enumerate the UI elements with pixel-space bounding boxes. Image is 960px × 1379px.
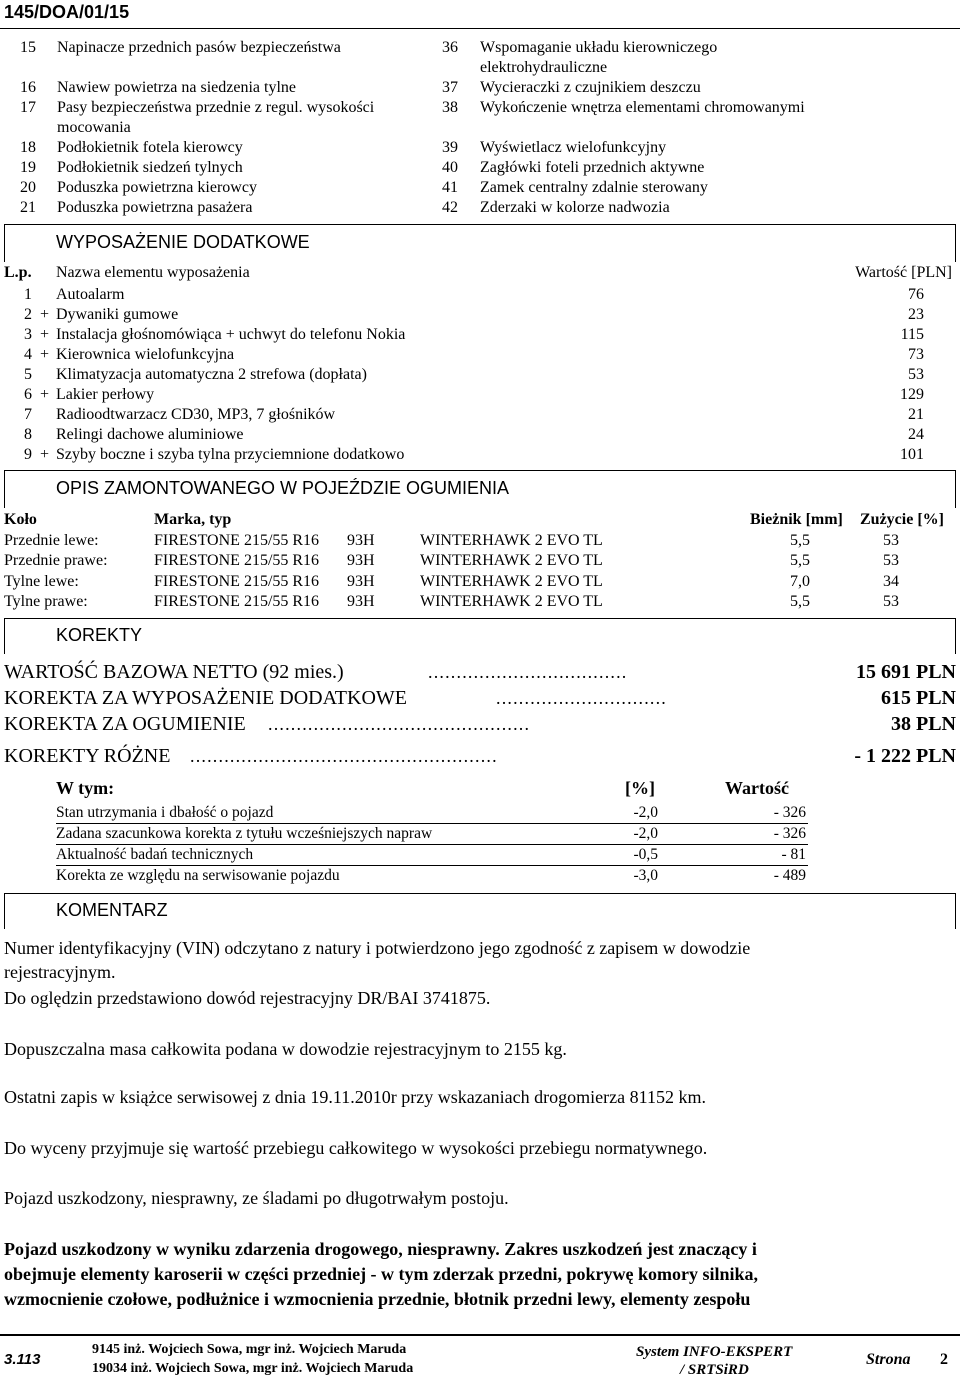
std-item-number: 15 [20, 39, 36, 56]
std-item-label: Poduszka powietrzna kierowcy [57, 179, 257, 196]
breakdown-value: - 489 [773, 867, 806, 884]
correction-leader: .............................. [496, 688, 667, 708]
std-item-number: 38 [442, 99, 458, 116]
std-item-label: Wycieraczki z czujnikiem deszczu [480, 79, 701, 96]
comment-text: Numer identyfikacyjny (VIN) odczytano z natury i potwierdzono jego zgodność z zapisem w dowodzie [4, 938, 751, 958]
section-title-corrections: KOREKTY [56, 625, 143, 645]
tyre-index: 93H [347, 532, 375, 549]
comment-text: Dopuszczalna masa całkowita podana w dowodzie rejestracyjnym to 2155 kg. [4, 1039, 567, 1059]
comment-text: Pojazd uszkodzony, niesprawny, ze śladami po długotrwałym postoju. [4, 1188, 509, 1208]
breakdown-pct: -3,0 [633, 867, 658, 884]
std-item-number: 21 [20, 199, 36, 216]
correction-leader: .............................................. [268, 714, 531, 734]
item-value: 23 [908, 306, 924, 323]
std-item-label: Podłokietnik fotela kierowcy [57, 139, 243, 156]
tyre-wheel: Tylne lewe: [4, 573, 79, 590]
item-number: 7 [24, 406, 32, 423]
tyre-model: WINTERHAWK 2 EVO TL [420, 593, 603, 610]
item-number: 3 [24, 326, 32, 343]
item-added-mark: + [40, 446, 50, 463]
item-added-mark: + [40, 386, 50, 403]
item-value: 73 [908, 346, 924, 363]
breakdown-divider [56, 823, 808, 824]
item-name: Lakier perłowy [56, 386, 155, 403]
std-item-number: 17 [20, 99, 36, 116]
item-value: 129 [900, 386, 924, 403]
correction-value: 38 PLN [891, 713, 956, 735]
breakdown-pct: -0,5 [633, 846, 658, 863]
std-item-label: Zagłówki foteli przednich aktywne [480, 159, 705, 176]
item-value: 115 [900, 326, 924, 343]
std-item-number: 18 [20, 139, 36, 156]
tyre-index: 93H [347, 552, 375, 569]
std-item-number: 16 [20, 79, 36, 96]
breakdown-value: - 81 [781, 846, 806, 863]
comment-text: Do oględzin przedstawiono dowód rejestracyjny DR/BAI 3741875. [4, 988, 491, 1008]
std-item-label: Wspomaganie układu kierowniczego [480, 39, 718, 56]
std-item-number: 37 [442, 79, 458, 96]
breakdown-label: Korekta ze względu na serwisowanie pojazdu [56, 867, 340, 884]
item-value: 24 [908, 426, 924, 443]
comment-bold-text: obejmuje elementy karoserii w części przedniej - w tym zderzak przedni, pokrywę komory silnika, [4, 1264, 759, 1284]
breakdown-col-value: Wartość [725, 778, 789, 798]
item-number: 4 [24, 346, 32, 363]
tyre-index: 93H [347, 573, 375, 590]
item-name: Szyby boczne i szyba tylna przyciemnione dodatkowo [56, 446, 405, 463]
correction-value: 15 691 PLN [856, 661, 956, 683]
item-value: 101 [900, 446, 924, 463]
item-name: Relingi dachowe aluminiowe [56, 426, 244, 443]
std-item-label: Wykończenie wnętrza elementami chromowanymi [480, 99, 805, 116]
col-header-lp: L.p. [4, 264, 32, 281]
tyre-tread: 5,5 [790, 532, 810, 549]
section-box-corrections [4, 618, 956, 654]
footer-author-1: 9145 inż. Wojciech Sowa, mgr inż. Wojciech Maruda [92, 1342, 407, 1357]
std-item-label: Zamek centralny zdalnie sterowany [480, 179, 708, 196]
breakdown-label: Aktualność badań technicznych [56, 846, 254, 863]
footer-page-label: Strona [866, 1351, 911, 1368]
tyre-wear: 53 [883, 593, 899, 610]
std-item-label: Podłokietnik siedzeń tylnych [57, 159, 243, 176]
col-header-brand: Marka, typ [154, 511, 232, 528]
tyre-tread: 7,0 [790, 573, 810, 590]
breakdown-pct: -2,0 [633, 804, 658, 821]
tyre-wear: 34 [883, 573, 899, 590]
col-header-wear: Zużycie [%] [860, 511, 944, 528]
tyre-wheel: Tylne prawe: [4, 593, 88, 610]
tyre-brand: FIRESTONE 215/55 R16 [154, 593, 320, 610]
item-added-mark: + [40, 346, 50, 363]
item-name: Radioodtwarzacz CD30, MP3, 7 głośników [56, 406, 336, 423]
item-value: 76 [908, 286, 924, 303]
correction-label: KOREKTY RÓŻNE [4, 745, 171, 767]
std-item-label: Napinacze przednich pasów bezpieczeństwa [57, 39, 341, 56]
item-number: 6 [24, 386, 32, 403]
col-header-value: Wartość [PLN] [855, 264, 952, 281]
breakdown-value: - 326 [773, 825, 806, 842]
item-value: 53 [908, 366, 924, 383]
breakdown-col-pct: [%] [625, 778, 655, 798]
footer-system-sub: / SRTSiRD [680, 1362, 749, 1378]
section-title-comments: KOMENTARZ [56, 900, 168, 920]
correction-label: WARTOŚĆ BAZOWA NETTO (92 mies.) [4, 661, 344, 683]
item-number: 9 [24, 446, 32, 463]
std-item-number: 40 [442, 159, 458, 176]
correction-value: 615 PLN [881, 687, 956, 709]
item-name: Instalacja głośnomówiąca + uchwyt do telefonu Nokia [56, 326, 406, 343]
item-added-mark: + [40, 306, 50, 323]
breakdown-label: Stan utrzymania i dbałość o pojazd [56, 804, 274, 821]
comment-text: Ostatni zapis w książce serwisowej z dnia 19.11.2010r przy wskazaniach drogomierza 81152 km. [4, 1087, 706, 1107]
footer-page-number: 2 [940, 1351, 948, 1368]
footer-version: 3.113 [4, 1351, 41, 1368]
breakdown-pct: -2,0 [633, 825, 658, 842]
tyre-wheel: Przednie prawe: [4, 552, 108, 569]
comment-text: Do wyceny przyjmuje się wartość przebiegu całkowitego w wysokości przebiegu normatywnego. [4, 1138, 708, 1158]
std-item-label: Poduszka powietrzna pasażera [57, 199, 253, 216]
footer-system: System INFO-EKSPERT [636, 1344, 793, 1360]
document-id: 145/DOA/01/15 [4, 2, 130, 22]
correction-label: KOREKTA ZA WYPOSAŻENIE DODATKOWE [4, 687, 407, 709]
comment-bold-text: wzmocnienie czołowe, podłużnice i wzmocnienia przednie, błotnik przedni lewy, elementy zespołu [4, 1289, 751, 1309]
footer-rule [0, 1334, 960, 1336]
std-item-number: 36 [442, 39, 458, 56]
breakdown-divider [56, 844, 808, 845]
std-item-label: Pasy bezpieczeństwa przednie z regul. wysokości [57, 99, 375, 116]
tyre-brand: FIRESTONE 215/55 R16 [154, 532, 320, 549]
tyre-index: 93H [347, 593, 375, 610]
tyre-wear: 53 [883, 532, 899, 549]
std-item-label-cont: mocowania [57, 119, 131, 136]
item-name: Autoalarm [56, 286, 125, 303]
section-title-tyres: OPIS ZAMONTOWANEGO W POJEŹDZIE OGUMIENIA [56, 478, 510, 498]
tyre-wear: 53 [883, 552, 899, 569]
col-header-tread: Bieżnik [mm] [750, 511, 843, 528]
footer-author-2: 19034 inż. Wojciech Sowa, mgr inż. Wojciech Maruda [92, 1361, 414, 1376]
std-item-number: 20 [20, 179, 36, 196]
item-name: Klimatyzacja automatyczna 2 strefowa (dopłata) [56, 366, 367, 383]
item-value: 21 [908, 406, 924, 423]
col-header-name: Nazwa elementu wyposażenia [56, 264, 250, 281]
std-item-number: 42 [442, 199, 458, 216]
tyre-tread: 5,5 [790, 593, 810, 610]
correction-leader: ...................................................... [190, 746, 498, 766]
std-item-number: 39 [442, 139, 458, 156]
std-item-number: 41 [442, 179, 458, 196]
item-added-mark: + [40, 326, 50, 343]
comment-bold-text: Pojazd uszkodzony w wyniku zdarzenia drogowego, niesprawny. Zakres uszkodzeń jest znaczący i [4, 1239, 757, 1259]
std-item-label: Nawiew powietrza na siedzenia tylne [57, 79, 297, 96]
correction-leader: ................................... [428, 662, 628, 682]
tyre-brand: FIRESTONE 215/55 R16 [154, 552, 320, 569]
section-title-additional: WYPOSAŻENIE DODATKOWE [56, 232, 310, 252]
breakdown-value: - 326 [773, 804, 806, 821]
header-rule [0, 28, 960, 29]
tyre-model: WINTERHAWK 2 EVO TL [420, 552, 603, 569]
item-number: 2 [24, 306, 32, 323]
item-number: 8 [24, 426, 32, 443]
tyre-wheel: Przednie lewe: [4, 532, 99, 549]
std-item-label-cont: elektrohydrauliczne [480, 59, 608, 76]
item-number: 5 [24, 366, 32, 383]
tyre-tread: 5,5 [790, 552, 810, 569]
breakdown-label: Zadana szacunkowa korekta z tytułu wcześniejszych napraw [56, 825, 433, 842]
tyre-model: WINTERHAWK 2 EVO TL [420, 573, 603, 590]
correction-label: KOREKTA ZA OGUMIENIE [4, 713, 246, 735]
item-name: Kierownica wielofunkcyjna [56, 346, 235, 363]
comment-text: rejestracyjnym. [4, 962, 116, 982]
std-item-label: Wyświetlacz wielofunkcyjny [480, 139, 667, 156]
tyre-model: WINTERHAWK 2 EVO TL [420, 532, 603, 549]
breakdown-divider [56, 865, 808, 866]
item-number: 1 [24, 286, 32, 303]
breakdown-title: W tym: [56, 778, 115, 798]
col-header-wheel: Koło [4, 511, 37, 528]
std-item-label: Zderzaki w kolorze nadwozia [480, 199, 670, 216]
item-name: Dywaniki gumowe [56, 306, 179, 323]
correction-value: - 1 222 PLN [854, 745, 956, 767]
std-item-number: 19 [20, 159, 36, 176]
tyre-brand: FIRESTONE 215/55 R16 [154, 573, 320, 590]
